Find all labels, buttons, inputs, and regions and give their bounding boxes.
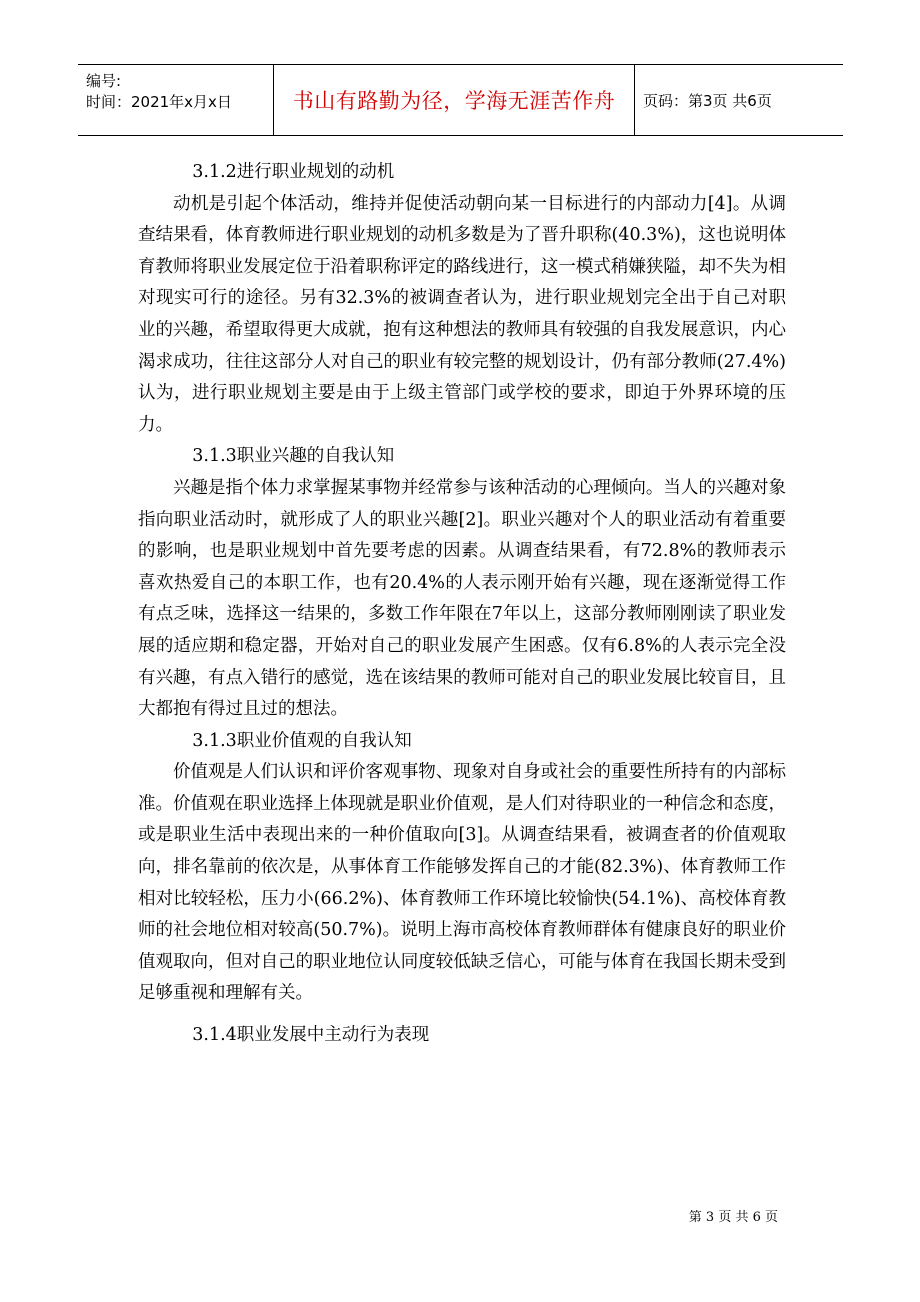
page-header — [78, 64, 843, 136]
time-label: 时间：2021年x月x日 — [86, 93, 232, 111]
section-paragraph-3-1-3-interest: 兴趣是指个体力求掌握某事物并经常参与该种活动的心理倾向。当人的兴趣对象指向职业活动时，就形成了人的职业兴趣[2]。职业兴趣对个人的职业活动有着重要的影响，也是职业规划中首先要考虑的因素。从调查结果看，有72.8%的教师表示喜欢热爱自己的本职工作，也有20.4%的人表示刚开始有兴趣，现在逐渐觉得工作有点乏味，选择这一结果的，多数工作年限在7年以上，这部分教师刚刚读了职业发展的适应期和稳定器，开始对自己的职业发展产生困惑。仅有6.8%的人表示完全没有兴趣，有点入错行的感觉，选在该结果的教师可能对自己的职业发展比较盲目，且大都抱有得过且过的想法。 — [138, 477, 786, 720]
page-footer: 第 3 页 共 6 页 — [688, 1210, 778, 1225]
section-paragraph-3-1-3-values: 价值观是人们认识和评价客观事物、现象对自身或社会的重要性所持有的内部标准。价值观在职业选择上体现就是职业价值观，是人们对待职业的一种信念和态度，或是职业生活中表现出来的一种价值取向[3]。从调查结果看，被调查者的价值观取向，排名靠前的依次是，从事体育工作能够发挥自己的才能(82.3%)、体育教师工作相对比较轻松，压力小(66.2%)、体育教师工作环境比较愉快(54.1%)、高校体育教师的社会地位相对较高(50.7%)。说明上海市高校体育教师群体有健康良好的职业价值观取向，但对自己的职业地位认同度较低缺乏信心，可能与体育在我国长期未受到足够重视和理解有关。 — [138, 762, 786, 1004]
section-heading-3-1-3-values: 3.1.3职业价值观的自我认知 — [192, 730, 412, 751]
section-paragraph-3-1-2: 动机是引起个体活动，维持并促使活动朝向某一目标进行的内部动力[4]。从调查结果看，体育教师进行职业规划的动机多数是为了晋升职称(40.3%)，这也说明体育教师将职业发展定位于沿着职称评定的路线进行，这一模式稍嫌狭隘，却不失为相对现实可行的途径。另有32.3%的被调查者认为，进行职业规划完全出于自己对职业的兴趣，希望取得更大成就，抱有这种想法的教师具有较强的自我发展意识，内心渴求成功，往往这部分人对自己的职业有较完整的规划设计，仍有部分教师(27.4%)认为，进行职业规划主要是由于上级主管部门或学校的要求，即迫于外界环境的压力。 — [138, 193, 786, 435]
serial-label: 编号: — [86, 72, 122, 90]
spacer — [138, 1010, 786, 1020]
document-body — [138, 157, 786, 1052]
header-page-info: 页码：第3页 共6页 — [643, 91, 772, 110]
header-meta — [78, 65, 274, 135]
header-motto: 书山有路勤为径，学海无涯苦作舟 — [274, 65, 635, 135]
section-heading-3-1-4: 3.1.4职业发展中主动行为表现 — [192, 1025, 430, 1046]
section-heading-3-1-2: 3.1.2进行职业规划的动机 — [192, 162, 395, 182]
section-heading-3-1-3-interest: 3.1.3职业兴趣的自我认知 — [192, 446, 395, 467]
